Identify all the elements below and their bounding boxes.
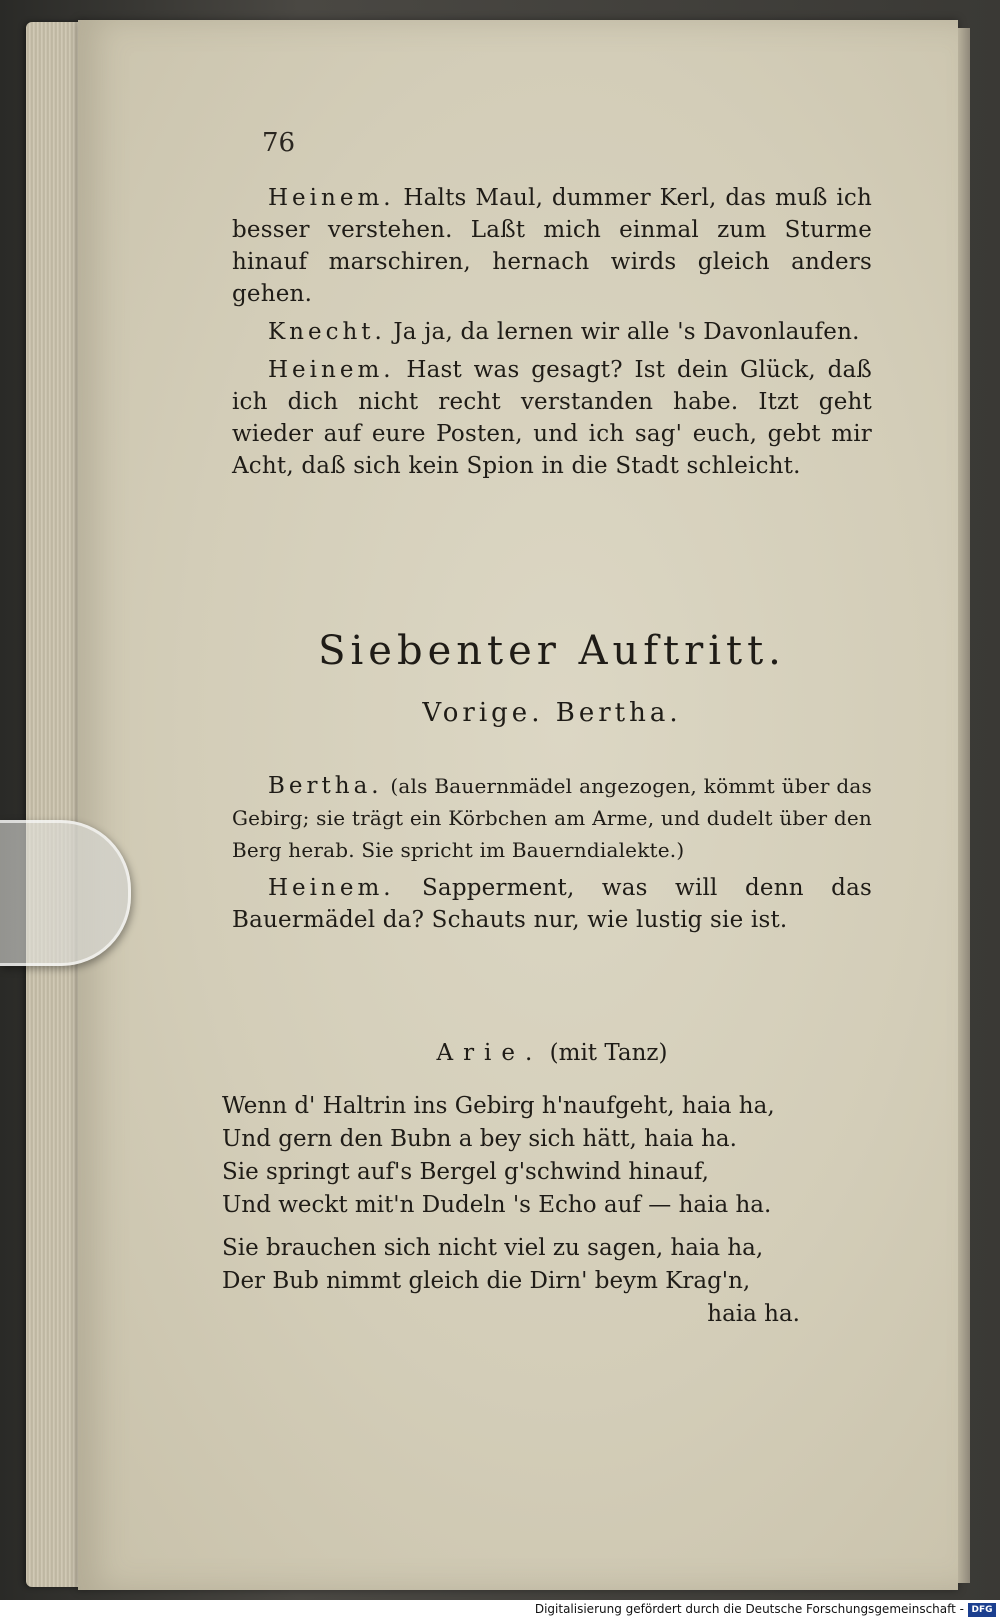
dialogue-text: Hast was gesagt? Ist dein Glück, daß ich dich nicht recht verstanden habe. Itzt geht wieder auf eure Posten, und ich sag' euch, gebt mir Acht, daß sich kein Spion in die Stadt schleicht. (232, 357, 872, 479)
stanza-gap (222, 1222, 852, 1232)
dialogue-paragraph (232, 872, 872, 936)
book-right-edge (958, 28, 970, 1583)
speaker-name: Heinem. (268, 357, 395, 383)
verse-continuation: haia ha. (707, 1301, 800, 1327)
dialogue-paragraph (232, 354, 872, 482)
footer-bar (0, 1600, 1000, 1621)
speaker-name: Heinem. (268, 875, 395, 901)
stage-direction: (als Bauernmädel angezogen, kömmt über das Gebirg; sie trägt ein Körbchen am Arme, und dudelt über den Berg herab. Sie spricht im Bauerndialekte.) (232, 774, 872, 862)
dialogue-text: Ja ja, da lernen wir alle 's Davonlaufen. (393, 319, 860, 345)
scene-cast: Vorige. Bertha. (422, 698, 682, 728)
dfg-logo-icon: DFG (968, 1603, 996, 1617)
dialogue-bottom (232, 770, 872, 942)
page-number: 76 (262, 128, 296, 158)
dialogue-text: Halts Maul, dummer Kerl, das muß ich besser verstehen. Laßt mich einmal zum Sturme hinauf marschiren, hernach wirds gleich anders gehen. (232, 185, 872, 307)
dialogue-paragraph (232, 770, 872, 866)
speaker-name: Bertha. (268, 773, 383, 799)
speaker-name: Heinem. (268, 185, 395, 211)
dialogue-paragraph (232, 316, 872, 348)
aria-verse (222, 1090, 852, 1331)
speaker-name: Knecht. (268, 319, 386, 345)
verse-line: Wenn d' Haltrin ins Gebirg h'naufgeht, haia ha, (222, 1093, 775, 1119)
footer-credit: Digitalisierung gefördert durch die Deutsche Forschungsgemeinschaft - (534, 1602, 964, 1616)
scene-title: Siebenter Auftritt. (318, 628, 786, 674)
verse-line: Und gern den Bubn a bey sich hätt, haia ha. (222, 1126, 737, 1152)
page-clip (0, 820, 131, 966)
book-page-edges (26, 22, 86, 1587)
verse-line: Der Bub nimmt gleich die Dirn' beym Krag'n, (222, 1268, 751, 1294)
dialogue-top (232, 182, 872, 488)
verse-line: Und weckt mit'n Dudeln 's Echo auf — haia ha. (222, 1192, 772, 1218)
verse-line: Sie brauchen sich nicht viel zu sagen, haia ha, (222, 1235, 764, 1261)
aria-title: Arie. (436, 1040, 543, 1066)
aria-note: (mit Tanz) (549, 1040, 668, 1066)
dialogue-paragraph (232, 182, 872, 310)
dialogue-text: Sapperment, was will denn das Bauermädel da? Schauts nur, wie lustig sie ist. (232, 875, 872, 933)
verse-line: Sie springt auf's Bergel g'schwind hinauf, (222, 1159, 709, 1185)
aria-heading (232, 1040, 872, 1066)
